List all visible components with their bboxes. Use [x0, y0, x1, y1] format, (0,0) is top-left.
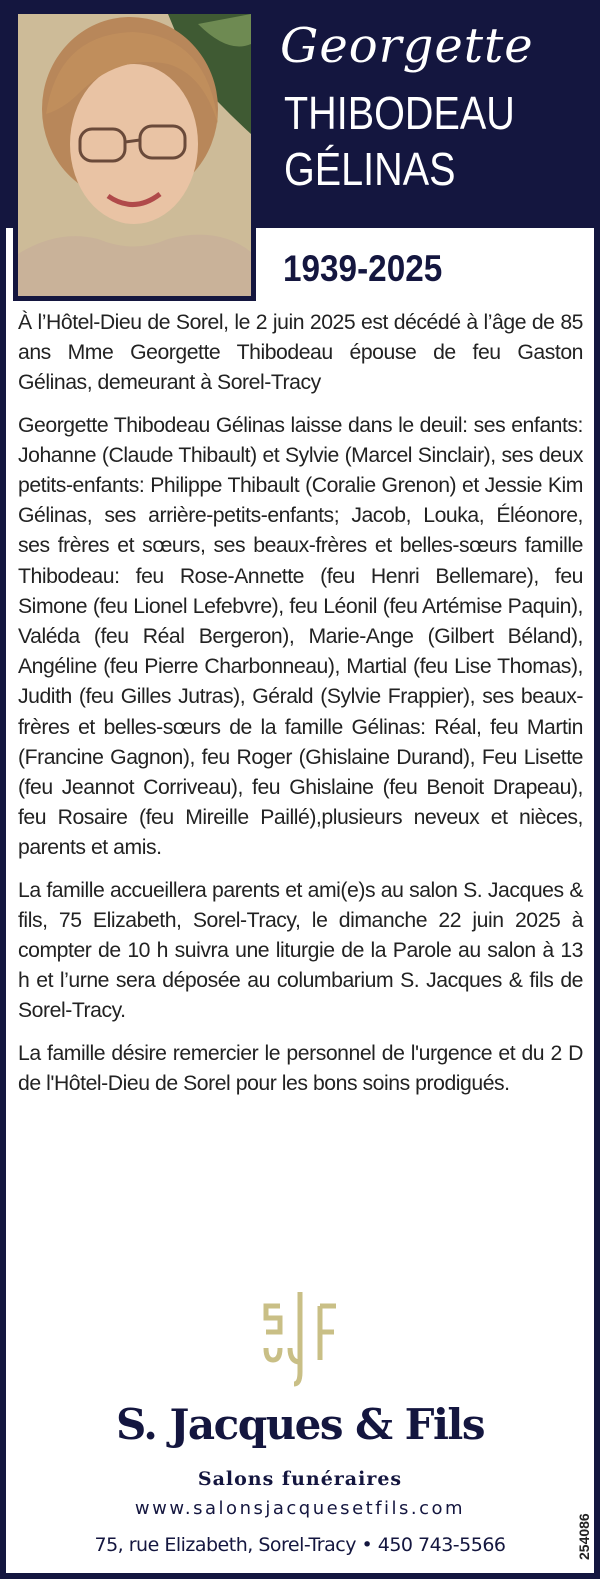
funeral-home-subtitle: Salons funéraires [197, 1468, 403, 1490]
obituary-body [18, 308, 583, 1111]
last-name-line-2: GÉLINAS [284, 143, 456, 195]
paragraph-survivors: Georgette Thibodeau Gélinas laisse dans le deuil: ses enfants: Johanne (Claude Thibault) et Sylvie (Marcel Sinclair), ses deux petits-enfants: Philippe Thibault (Coralie Grenon) et Jessie Kim Gélinas, ses arrière-petits-enfants; Jacob, Louka, Éléonore, ses frères et sœurs, ses beaux-frères et belles-sœurs famille Thibodeau: feu Rose-Annette (feu Henri Bellemare), feu Simone (feu Lionel Lefebvre), feu Léonil (feu Artémise Paquin), Valéda (feu Réal Bergeron), Marie-Ange (Gilbert Béland), Angéline (feu Pierre Charbonneau), Martial (feu Lise Thomas), Judith (feu Gilles Jutras), Gérald (Sylvie Frappier), ses beaux-frères et belles-sœurs de la famille Gélinas: Réal, feu Martin (Francine Gagnon), feu Roger (Ghislaine Durand), Feu Lisette (feu Jeannot Corriveau), feu Ghislaine (feu Benoit Drapeau), feu Rosaire (feu Mireille Paillé),plusieurs neveux et nièces, parents et amis. [18, 413, 583, 860]
funeral-home-address: 75, rue Elizabeth, Sorel-Tracy • 450 743-5566 [94, 1534, 506, 1556]
paragraph-thanks: La famille désire remercier le personnel de l'urgence et du 2 D de l'Hôtel-Dieu de Sorel pour les bons soins prodigués. [18, 1041, 583, 1095]
funeral-home-name: S. Jacques & Fils [115, 1400, 485, 1449]
sjf-monogram-icon [258, 1288, 342, 1388]
funeral-home-website[interactable]: www.salonsjacquesetfils.com [134, 1498, 466, 1519]
paragraph-service: La famille accueillera parents et ami(e)s au salon S. Jacques & fils, 75 Elizabeth, Sorel-Tracy, le dimanche 22 juin 2025 à compter de 10 h suivra une liturgie de la Parole au salon à 13 h et l’urne sera déposée au columbarium S. Jacques & fils de Sorel-Tracy. [18, 878, 583, 1023]
portrait-photo [13, 9, 256, 301]
first-name: Georgette [280, 18, 534, 74]
reference-number: 254086 [576, 1513, 592, 1560]
life-years: 1939-2025 [283, 248, 443, 289]
paragraph-death-notice: À l’Hôtel-Dieu de Sorel, le 2 juin 2025 est décédé à l’âge de 85 ans Mme Georgette Thibodeau épouse de feu Gaston Gélinas, demeurant à Sorel-Tracy [18, 311, 583, 395]
last-name-line-1: THIBODEAU [284, 87, 515, 139]
